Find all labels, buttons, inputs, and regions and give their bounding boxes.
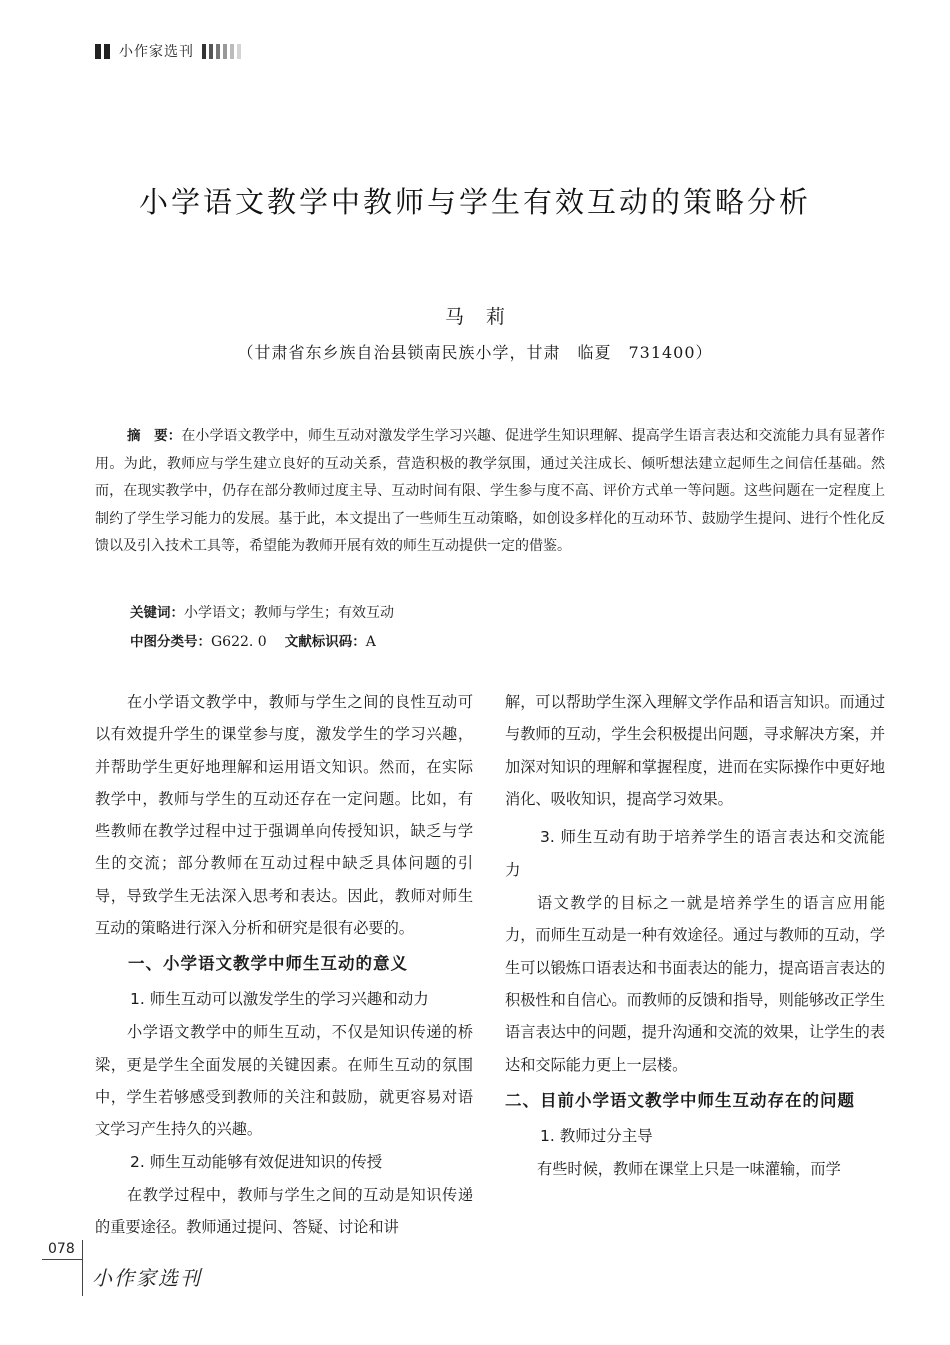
author-affiliation: （甘肃省东乡族自治县锁南民族小学，甘肃 临夏 731400） bbox=[237, 343, 713, 362]
header-bar-icon bbox=[95, 44, 101, 59]
article-title: 小学语文教学中教师与学生有效互动的策略分析 bbox=[138, 185, 811, 219]
decor-bar-icon bbox=[230, 44, 234, 59]
decor-bar-icon bbox=[223, 44, 227, 59]
abstract-label: 摘 要： bbox=[127, 428, 182, 444]
abstract-text: 在小学语文教学中，师生互动对激发学生学习兴趣、促进学生知识理解、提高学生语言表达和交流能力具有显著作用。为此，教师应与学生建立良好的互动关系，营造积极的教学氛围，通过关注成长、倾听想法建立起师生之间信任基础。然而，在现实教学中，仍存在部分教师过度主导、互动时间有限、学生参与度不高、评价方式单一等问题。这些问题在一定程度上制约了学生学习能力的发展。基于此，本文提出了一些师生互动策略，如创设多样化的互动环节、鼓励学生提问、进行个性化反馈以及引入技术工具等，希望能为教师开展有效的师生互动提供一定的借鉴。 bbox=[95, 428, 886, 554]
subsection-heading: 2. 师生互动能够有效促进知识的传授 bbox=[130, 1152, 383, 1171]
paragraph: 语文教学的目标之一就是培养学生的语言应用能力，而师生互动是一种有效途径。通过与教师的互动，学生可以锻炼口语表达和书面表达的能力，提高语言表达的积极性和自信心。而教师的反馈和指导，则能够改正学生语言表达中的问题，提升沟通和交流的效果，让学生的表达和交际能力更上一层楼。 bbox=[505, 894, 885, 1074]
keywords-label: 关键词： bbox=[130, 605, 184, 621]
footer-rule bbox=[42, 1259, 82, 1260]
classification-line bbox=[130, 630, 376, 650]
decor-bar-icon bbox=[237, 44, 241, 59]
keywords-line bbox=[130, 601, 394, 622]
intro-paragraph: 在小学语文教学中，教师与学生之间的良性互动可以有效提升学生的课堂参与度，激发学生的学习兴趣，并帮助学生更好地理解和运用语文知识。然而，在实际教学中，教师与学生的互动还存在一定问题。比如，有些教师在教学过程中过于强调单向传授知识，缺乏与学生的交流；部分教师在互动过程中缺乏具体问题的引导，导致学生无法深入思考和表达。因此，教师对师生互动的策略进行深入分析和研究是很有必要的。 bbox=[95, 693, 473, 938]
decor-bar-icon bbox=[216, 44, 220, 59]
decor-bar-icon bbox=[202, 44, 206, 59]
section-heading: 二、目前小学语文教学中师生互动存在的问题 bbox=[505, 1090, 855, 1110]
subsection-heading: 1. 教师过分主导 bbox=[540, 1126, 653, 1145]
decor-bar-icon bbox=[209, 44, 213, 59]
section-heading: 一、小学语文教学中师生互动的意义 bbox=[128, 954, 408, 974]
clc-value: G622. 0 bbox=[211, 634, 267, 650]
paragraph: 小学语文教学中的师生互动，不仅是知识传递的桥梁，更是学生全面发展的关键因素。在师生互动的氛围中，学生若够感受到教师的关注和鼓励，就更容易对语文学习产生持久的兴趣。 bbox=[95, 1023, 473, 1139]
page-number: 078 bbox=[48, 1241, 75, 1257]
body-column-right bbox=[505, 686, 885, 1185]
clc-label: 中图分类号： bbox=[130, 634, 211, 650]
abstract bbox=[95, 423, 885, 561]
author-name: 马莉 bbox=[444, 306, 527, 328]
doc-code-label: 文献标识码： bbox=[284, 634, 366, 650]
footer-rule bbox=[82, 1240, 83, 1296]
body-column-left bbox=[95, 686, 473, 1243]
journal-logo: 小作家选刊 bbox=[92, 1266, 202, 1290]
subsection-heading: 3. 师生互动有助于培养学生的语言表达和交流能力 bbox=[505, 828, 885, 880]
paragraph-continued: 解，可以帮助学生深入理解文学作品和语言知识。而通过与教师的互动，学生会积极提出问题，寻求解决方案，并加深对知识的理解和掌握程度，进而在实际操作中更好地消化、吸收知识，提高学习效果。 bbox=[505, 693, 885, 808]
doc-code-value: A bbox=[365, 634, 376, 650]
paragraph: 有些时候，教师在课堂上只是一味灌输，而学 bbox=[537, 1159, 841, 1178]
journal-name: 小作家选刊 bbox=[119, 44, 194, 60]
running-header bbox=[95, 40, 244, 62]
header-bar-icon bbox=[104, 44, 110, 59]
keywords-value: 小学语文；教师与学生；有效互动 bbox=[184, 605, 394, 621]
paragraph: 在教学过程中，教师与学生之间的互动是知识传递的重要途径。教师通过提问、答疑、讨论和讲 bbox=[95, 1185, 473, 1236]
subsection-heading: 1. 师生互动可以激发学生的学习兴趣和动力 bbox=[130, 990, 429, 1009]
